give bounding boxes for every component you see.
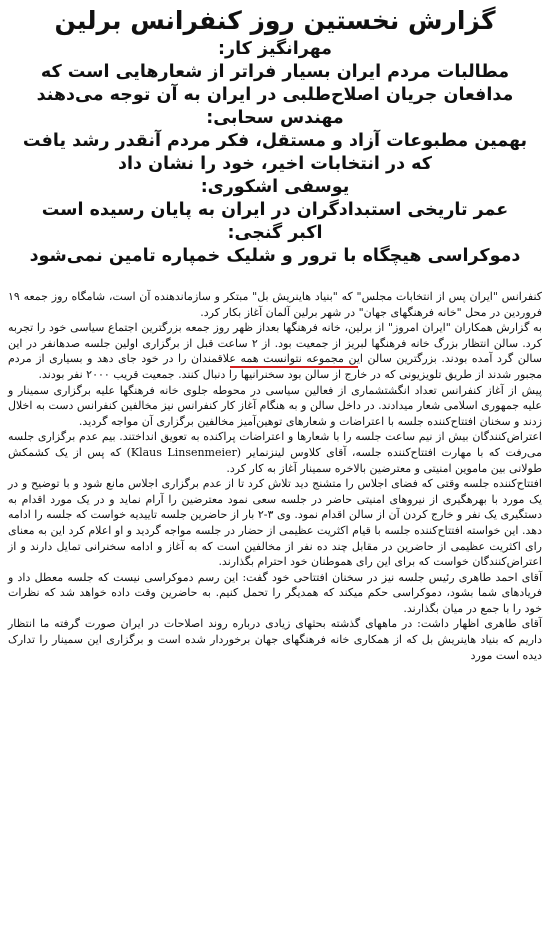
quote-line: مدافعان جریان اصلاح‌طلبی در ایران به آن توجه می‌دهند xyxy=(36,85,514,105)
quote-line: که در انتخابات اخیر، خود را نشان داد xyxy=(118,154,432,174)
quote-line: بهمین مطبوعات آزاد و مستقل، فکر مردم آنقدر رشد یافت xyxy=(22,131,528,151)
quote-line: عمر تاریخی استبدادگران در ایران به پایان رسیده است xyxy=(41,200,509,220)
body-paragraph: آقای احمد طاهری رئیس جلسه نیز در سخنان افتتاحی خود گفت: این رسم دموکراسی نیست که جلسه معطل داد و فریادهای شما بشود، دموکراسی حکم میکند که همدیگر را تحمل کنیم. به حاضرین وقت داده خواهد شد که نظرات خود را با جمع در میان بگذارند. xyxy=(8,570,542,615)
quote-speaker: یوسفی اشکوری: xyxy=(200,177,350,197)
body-paragraph: پیش از آغاز کنفرانس تعداد انگشتشماری از فعالین سیاسی در محوطه جلوی خانه فرهنگها علیه برگزاری سمینار و علیه جمهوری اسلامی شعار میدادند. در داخل سالن و به هنگام آغاز کار کنفرانس نیز مخالفین کنفرانس دست به اخلال زدند و سخنان افتتاح‌کننده جلسه با اعتراضات و شعارهای توهین‌آمیز مخالفین برگزاری آن مواجه گردید. xyxy=(8,383,542,428)
body-paragraph: افتتاح‌کننده جلسه وقتی که فضای اجلاس را متشنج دید تلاش کرد تا از عدم برگزاری اجلاس مانع شود و با توضیح و در یک مورد با بهرهگیری از نیروهای امنیتی حاضر در جلسه سعی نمود معترضین را آرام نماید و در یک مورد اقدام به دستگیری یک نفر و خارج کردن آن از سالن اقدام نمود. وی ۳-۲ بار از حاضرین جلسه تاییدیه خواست که جلسه را ادامه دهد. این خواسته افتتاح‌کننده جلسه با قیام اکثریت عظیمی از حضار در جلسه مواجه گردید و او اعلام کرد این به معنای رای اکثریت عظیمی از حاضرین در مقابل چند ده نفر از مخالفین است که به آغاز و ادامه سخنرانی تمایل دارند و از اعتراض‌کنندگان خواست که برای این رای هموطنان خود احترام بگذارند. xyxy=(8,477,542,569)
body-paragraph: کنفرانس "ایران پس از انتخابات مجلس" که "بنیاد هاینریش بل" مبتکر و سازماندهنده آن است، شامگاه روز جمعه ۱۹ فروردین در محل "خانه فرهنگهای جهان" در شهر برلین آلمان آغاز بکار کرد. xyxy=(8,290,542,319)
quote-speaker: اکبر گنجی: xyxy=(227,223,323,243)
body-paragraph: اعتراض‌کنندگان بیش از نیم ساعت جلسه را با شعارها و اعتراضات پراکنده به تعویق انداختند. بیم عدم برگزاری جلسه می‌رفت که با مهارت افتتاح‌کننده جلسه، آقای کلاوس لینزنمایر (Klaus Linsenmeier) که پس از یک کشمکش طولانی بین ماموین امنیتی و معترضین بالاخره سمینار آغاز به کار کرد. xyxy=(8,430,542,475)
body-paragraph: به گزارش همکاران "ایران امروز" از برلین، خانه فرهنگها بعداز ظهر روز جمعه بزرگترین اجتماع سیاسی خود را تجربه کرد. سالن انتظار بزرگ خانه فرهنگها لبریز از جمعیت بود. از ۲ ساعت قبل از برگزاری اولین جلسه صدهانفر در این سالن گرد آمده بودند. بزرگترین سالن این مجموعه نتوانست همه علاقمندان را در خود جای دهد و بسیاری از مردم مجبور شدند از طریق تلویزیونی که در خارج از سالن بود سخنرانیها را دنبال کنند. جمعیت قریب ۲۰۰۰ نفر بودند. xyxy=(8,321,542,381)
quote-item xyxy=(6,38,544,107)
quote-item xyxy=(6,107,544,176)
quote-line: مطالبات مردم ایران بسیار فراتر از شعارهایی است که xyxy=(40,62,510,82)
quote-item xyxy=(6,176,544,222)
source-underline xyxy=(230,366,358,368)
quotes-block xyxy=(6,38,544,268)
body-paragraph: آقای طاهری اظهار داشت: در ماههای گذشته بحثهای زیادی درباره روند اصلاحات در ایران صورت گرفته ما انتظار داریم که بنیاد هاینریش بل که از همکاری خانه فرهنگهای جهان برخوردار شده است و برگزاری این سمینار را تدارک دیده است مورد xyxy=(8,617,542,662)
article-title: گزارش نخستین روز کنفرانس برلین xyxy=(54,6,496,35)
quote-item xyxy=(6,222,544,268)
quote-speaker: مهرانگیز کار: xyxy=(218,39,332,59)
article-body xyxy=(8,289,542,663)
quote-line: دموکراسی هیچگاه با ترور و شلیک خمپاره تامین نمی‌شود xyxy=(29,246,521,266)
quote-speaker: مهندس سحابی: xyxy=(206,108,344,128)
